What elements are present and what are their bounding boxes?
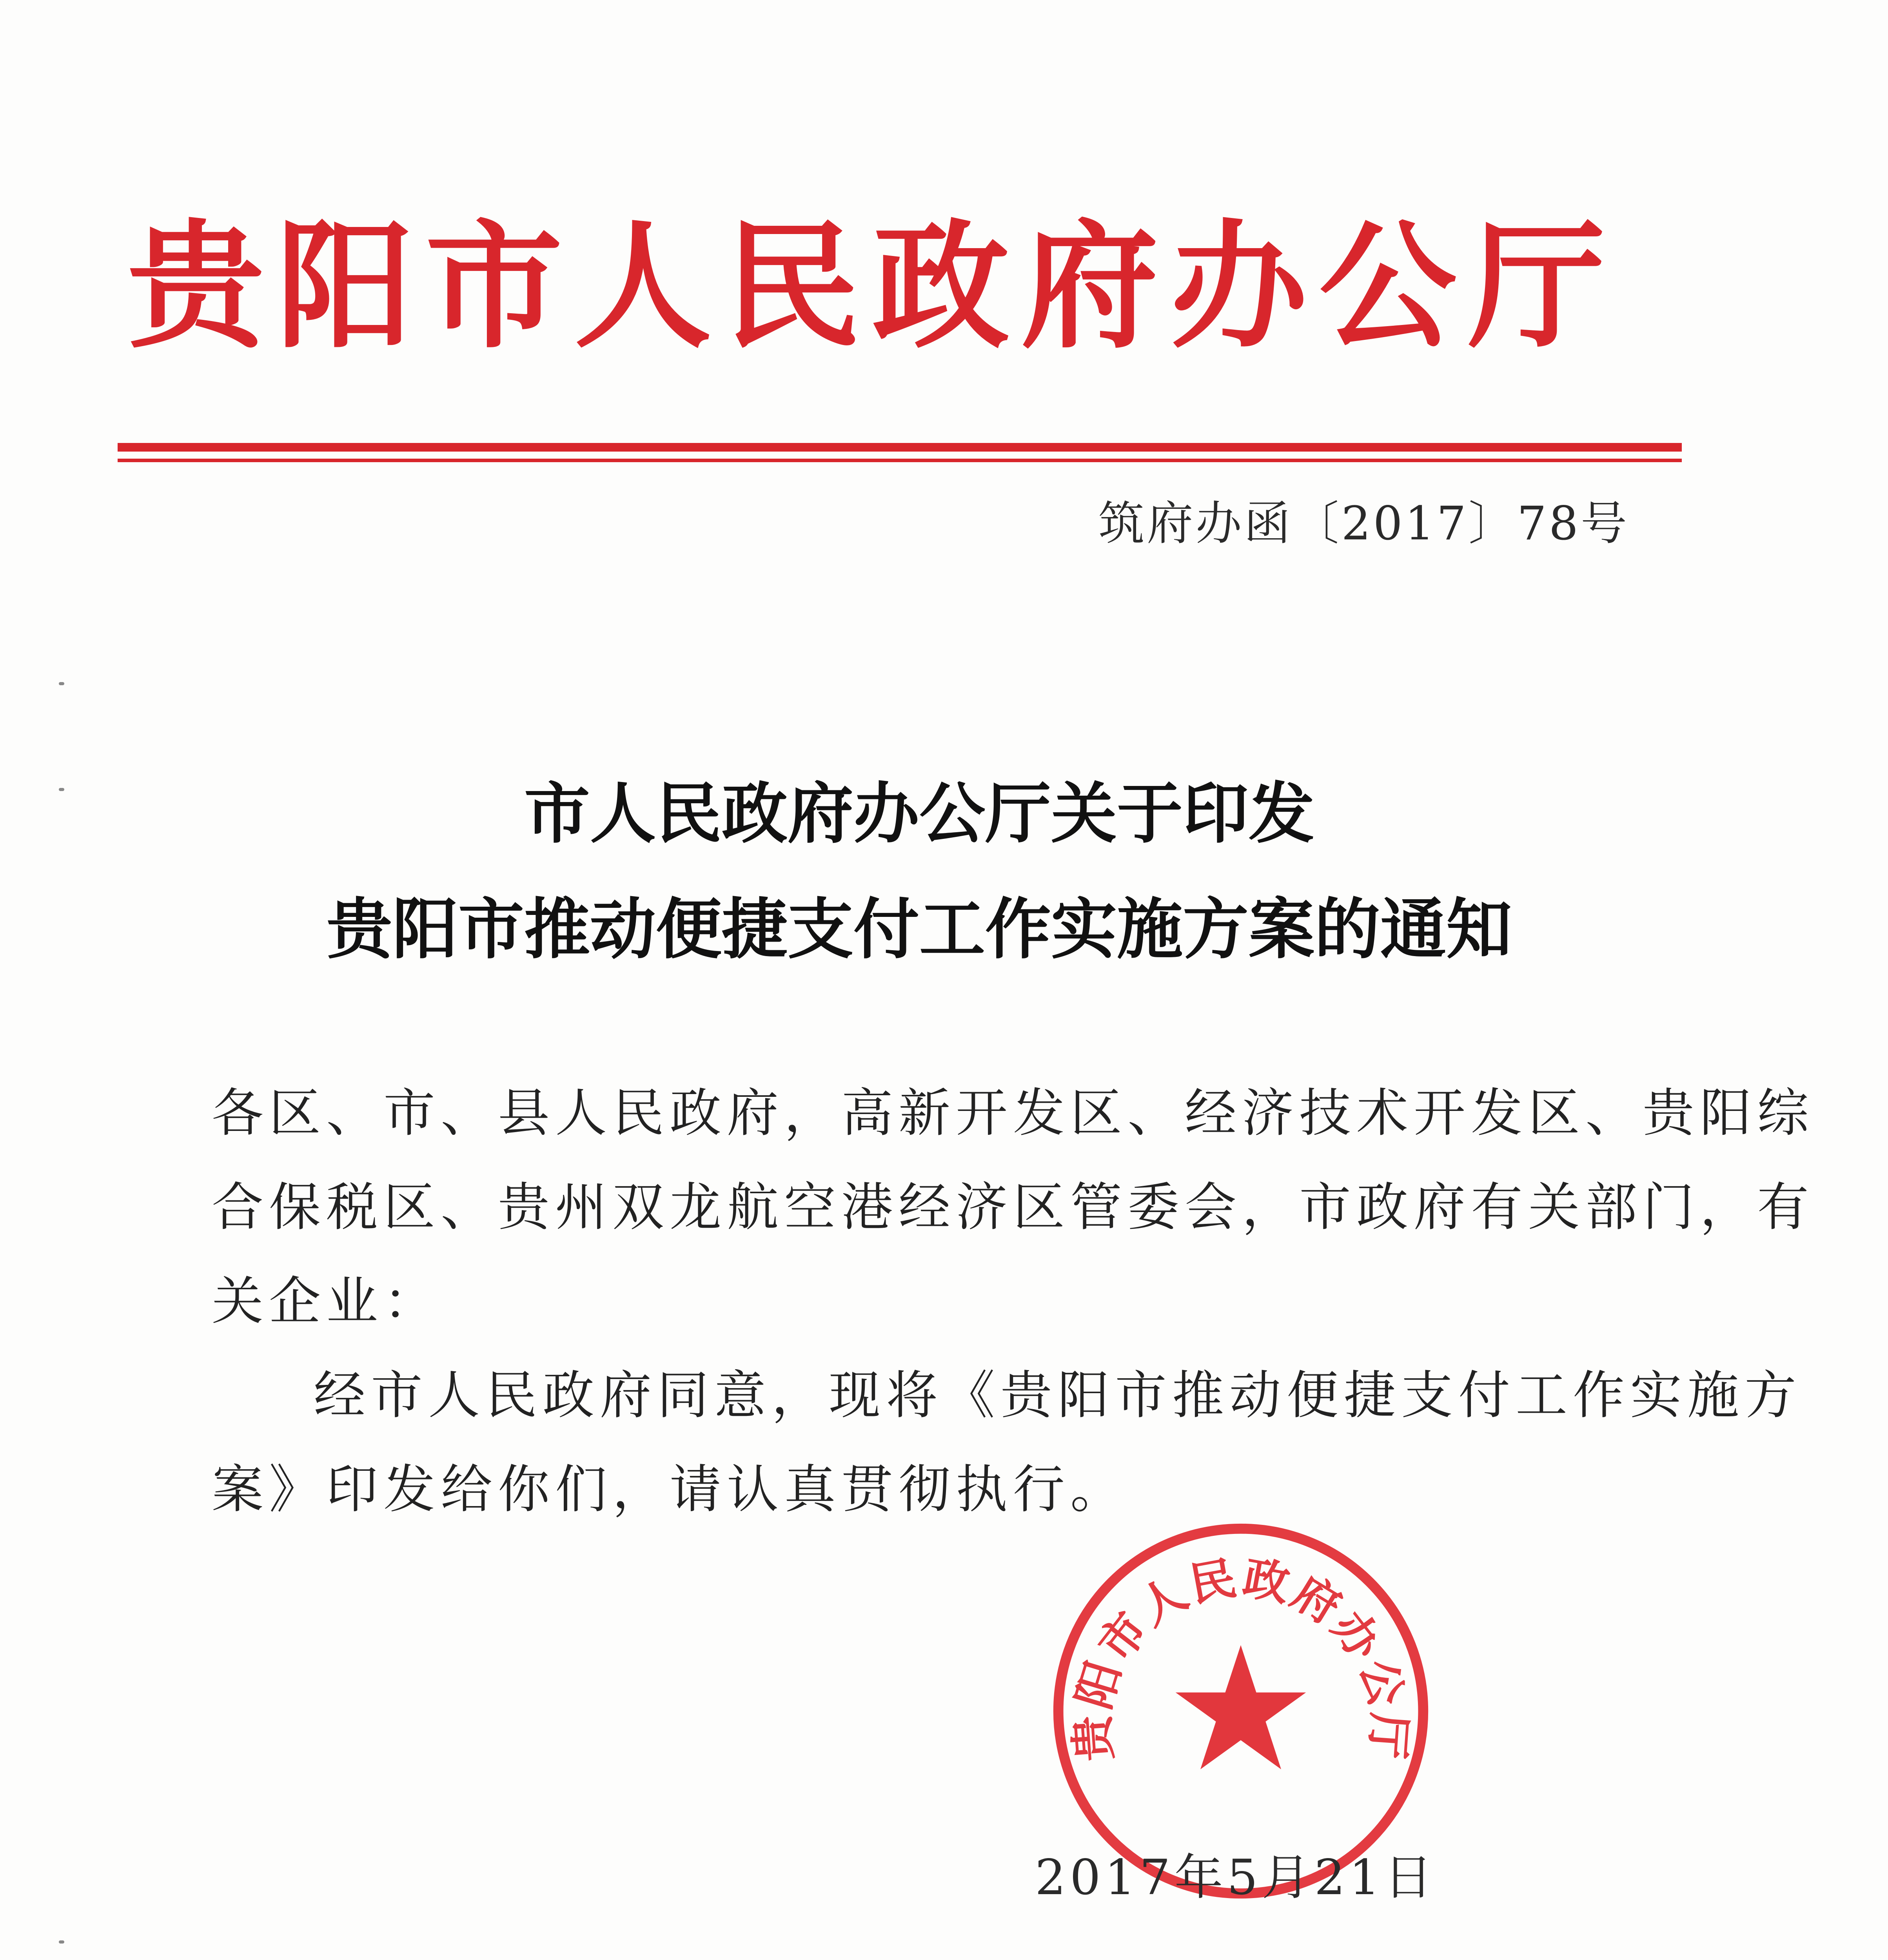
red-rule-thick bbox=[118, 443, 1682, 452]
document-number: 筑府办函〔2017〕78号 bbox=[1098, 496, 1629, 550]
masthead-title: 贵阳市人民政府办公厅 bbox=[127, 205, 1617, 367]
masthead-red-rule bbox=[118, 443, 1682, 462]
addressee-line-2: 合保税区、贵州双龙航空港经济区管委会，市政府有关部门，有 bbox=[212, 1177, 1814, 1238]
document-title-line-2: 贵阳市推动便捷支付工作实施方案的通知 bbox=[327, 890, 1512, 968]
scan-mark bbox=[59, 1940, 64, 1944]
seal-star-icon bbox=[1176, 1645, 1306, 1769]
red-rule-thin bbox=[118, 459, 1682, 462]
issue-date: 2017年5月21日 bbox=[1035, 1849, 1437, 1906]
addressee-line-1: 各区、市、县人民政府，高新开发区、经济技术开发区、贵阳综 bbox=[212, 1083, 1814, 1143]
document-title-line-1: 市人民政府办公厅关于印发 bbox=[524, 775, 1314, 852]
scan-mark bbox=[59, 682, 64, 685]
body-line-2: 案》印发给你们，请认真贯彻执行。 bbox=[212, 1459, 1127, 1520]
addressee-line-3: 关企业： bbox=[212, 1271, 441, 1332]
seal-text: 贵阳市人民政府办公厅 bbox=[1064, 1550, 1417, 1763]
scan-mark bbox=[59, 788, 64, 791]
body-line-1: 经市人民政府同意，现将《贵阳市推动便捷支付工作实施方 bbox=[314, 1365, 1802, 1426]
